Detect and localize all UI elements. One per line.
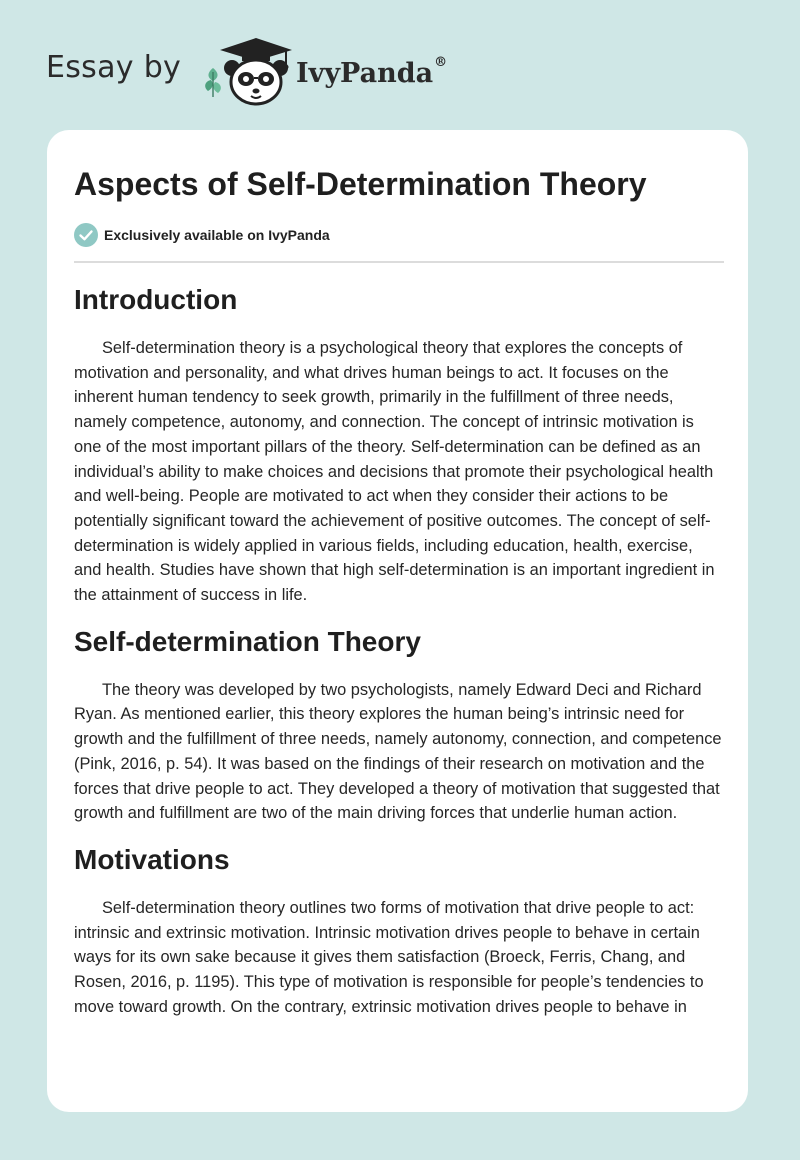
section-paragraph: The theory was developed by two psychologists, namely Edward Deci and Richard Ryan. As mentioned earlier, this theory explores the human being’s intrinsic need for growth and the fulfillment of three needs, namely autonomy, connection, and competence (Pink, 2016, p. 54). It was based on the findings of their research on motivation and the forces that drive people to act. They developed a theory of motivation that suggested that growth and fulfillment are two of the main driving forces that underlie human action. (74, 680, 722, 823)
panda-graduate-icon (216, 36, 296, 108)
section-introduction (74, 282, 724, 608)
section-paragraph: Self-determination theory is a psychological theory that explores the concepts of motivation and personality, and what drives human beings to act. It focuses on the inherent human tendency to seek growth, primarily in the fulfillment of three needs, namely competence, autonomy, and connection. The concept of intrinsic motivation is one of the most important pillars of the theory. Self-determination can be defined as an individual’s ability to make choices and decisions that promote their psychological health and well-being. People are motivated to act when they consider their actions to be potentially significant toward the achievement of positive outcomes. The concept of self-determination is widely applied in various fields, including education, health, exercise, and health. Studies have shown that high self-determination is an important ingredient in the attainment of success in life. (74, 339, 715, 605)
section-heading: Introduction (74, 284, 238, 315)
section-heading: Motivations (74, 843, 230, 875)
essay-card (47, 130, 748, 1112)
brand-logo-text: IvyPanda® (296, 55, 448, 89)
essay-title: Aspects of Self-Determination Theory (74, 166, 647, 202)
site-header (46, 32, 506, 112)
check-circle-icon (74, 223, 98, 247)
exclusive-badge (74, 222, 330, 248)
badge-label: Exclusively available on IvyPanda (104, 227, 330, 243)
essay-body (74, 282, 724, 1035)
section-heading: Self-determination Theory (74, 625, 421, 657)
section-motivations (74, 842, 724, 1020)
section-paragraph: Self-determination theory outlines two forms of motivation that drive people to act: intrinsic and extrinsic motivation. Intrinsic motivation drives people to behave in certain ways for its own sake because it gives them satisfaction (Broeck, Ferris, Chang, and Rosen, 2016, p. 1195). This type of motivation is responsible for people’s tendencies to move toward growth. On the contrary, extrinsic motivation drives people to behave in (74, 898, 704, 1016)
section-self-determination-theory (74, 624, 724, 826)
title-divider (74, 261, 724, 263)
essay-by-label: Essay by (46, 50, 182, 85)
